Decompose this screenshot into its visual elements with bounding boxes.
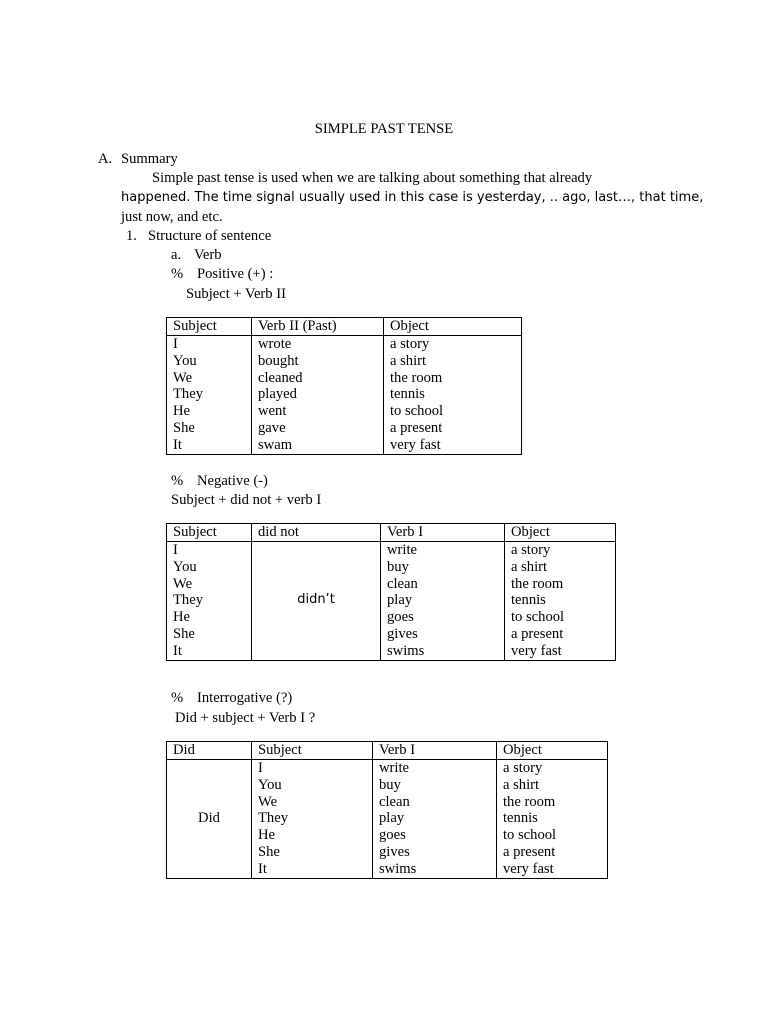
table-cell: cleaned xyxy=(258,369,303,386)
table-cell: He xyxy=(173,403,191,420)
table-cell: gave xyxy=(258,419,286,436)
table-cell: write xyxy=(387,542,417,558)
negative-heading xyxy=(171,474,268,489)
interrogative-table xyxy=(166,741,608,879)
table-cell: a story xyxy=(390,336,430,352)
table-cell: write xyxy=(379,760,409,776)
table-cell: bought xyxy=(258,352,299,369)
table-cell: swims xyxy=(379,860,417,877)
table-cell: wrote xyxy=(258,336,292,352)
paragraph-line-1: Simple past tense is used when we are talking about something that already xyxy=(152,170,593,186)
table-cell: swims xyxy=(387,642,425,659)
table-header: Subject xyxy=(167,318,252,336)
table-header: Object xyxy=(384,318,522,336)
table-cell: I xyxy=(173,336,178,352)
did-merged-cell: Did xyxy=(167,760,252,879)
table-cell: It xyxy=(173,436,182,453)
negative-label: Negative (-) xyxy=(197,473,268,489)
table-cell: It xyxy=(173,642,182,659)
table-cell: a present xyxy=(511,625,564,642)
table-header: Did xyxy=(167,742,252,760)
structure-heading: Structure of sentence xyxy=(148,228,272,244)
table-cell: clean xyxy=(379,793,410,810)
table-cell: tennis xyxy=(390,386,425,403)
table-cell: went xyxy=(258,403,287,420)
table-header: Object xyxy=(497,742,608,760)
negative-formula: Subject + did not + verb I xyxy=(171,492,322,508)
table-cell: very fast xyxy=(511,642,562,659)
table-cell: He xyxy=(173,609,191,626)
verb-column xyxy=(381,542,505,661)
table-cell: a shirt xyxy=(511,558,548,575)
table-cell: We xyxy=(258,793,278,810)
table-cell: play xyxy=(379,810,405,827)
table-cell: tennis xyxy=(503,810,538,827)
bullet-symbol: % xyxy=(171,266,184,282)
bullet-symbol: % xyxy=(171,690,184,706)
table-cell: She xyxy=(173,419,195,436)
table-cell: to school xyxy=(511,609,565,626)
table-cell: He xyxy=(258,827,276,844)
table-header: Subject xyxy=(252,742,373,760)
table-body-row xyxy=(167,336,522,455)
table-cell: a story xyxy=(511,542,551,558)
object-column xyxy=(497,760,608,879)
table-cell: gives xyxy=(379,843,410,860)
positive-formula: Subject + Verb II xyxy=(186,286,286,302)
interrogative-label: Interrogative (?) xyxy=(197,690,293,706)
subject-column xyxy=(167,336,252,455)
positive-label: Positive (+) : xyxy=(197,266,274,282)
table-cell: swam xyxy=(258,436,293,453)
table-cell: We xyxy=(173,575,193,592)
positive-heading xyxy=(171,267,273,282)
table-cell: goes xyxy=(379,827,406,844)
object-column xyxy=(505,542,616,661)
bullet-symbol: % xyxy=(171,473,184,489)
subject-column xyxy=(252,760,373,879)
table-header-row xyxy=(167,742,608,760)
table-header: Subject xyxy=(167,524,252,542)
table-header-row xyxy=(167,524,616,542)
table-cell: tennis xyxy=(511,592,546,609)
table-cell: very fast xyxy=(503,860,554,877)
table-header: Verb I xyxy=(373,742,497,760)
table-cell: a shirt xyxy=(390,352,427,369)
verb-column xyxy=(252,336,384,455)
verb-letter: a. xyxy=(171,247,182,263)
table-body-row xyxy=(167,760,608,879)
table-cell: We xyxy=(173,369,193,386)
table-cell: to school xyxy=(390,403,444,420)
object-column xyxy=(384,336,522,455)
page-title: SIMPLE PAST TENSE xyxy=(314,121,454,137)
table-cell: buy xyxy=(379,776,401,793)
table-header: did not xyxy=(252,524,381,542)
table-cell: She xyxy=(173,625,195,642)
table-cell: I xyxy=(173,542,178,558)
table-cell: play xyxy=(387,592,413,609)
table-cell: You xyxy=(258,776,282,793)
table-header-row xyxy=(167,318,522,336)
table-body-row xyxy=(167,542,616,661)
table-cell: a story xyxy=(503,760,543,776)
table-cell: buy xyxy=(387,558,409,575)
table-cell: You xyxy=(173,558,197,575)
table-cell: It xyxy=(258,860,267,877)
didnt-merged-cell: didn’t xyxy=(252,542,381,661)
subject-column xyxy=(167,542,252,661)
negative-table xyxy=(166,523,616,661)
table-cell: the room xyxy=(390,369,443,386)
structure-number: 1. xyxy=(126,228,137,244)
table-cell: goes xyxy=(387,609,414,626)
paragraph-line-2: happened. The time signal usually used in this case is yesterday, .. ago, last…, that time, xyxy=(121,190,704,205)
table-cell: very fast xyxy=(390,436,441,453)
positive-table xyxy=(166,317,522,455)
table-cell: She xyxy=(258,843,280,860)
table-header: Object xyxy=(505,524,616,542)
table-cell: I xyxy=(258,760,263,776)
table-header: Verb II (Past) xyxy=(252,318,384,336)
table-cell: to school xyxy=(503,827,557,844)
verb-label: Verb xyxy=(194,247,222,263)
table-header: Verb I xyxy=(381,524,505,542)
section-label: A. xyxy=(98,151,113,167)
table-cell: the room xyxy=(503,793,556,810)
table-cell: gives xyxy=(387,625,418,642)
verb-column xyxy=(373,760,497,879)
table-cell: They xyxy=(173,386,203,403)
table-cell: a shirt xyxy=(503,776,540,793)
table-cell: They xyxy=(258,810,288,827)
interrogative-heading xyxy=(171,691,292,706)
table-cell: played xyxy=(258,386,297,403)
section-heading: Summary xyxy=(121,151,178,167)
table-cell: You xyxy=(173,352,197,369)
table-cell: a present xyxy=(390,419,443,436)
table-cell: They xyxy=(173,592,203,609)
interrogative-formula: Did + subject + Verb I ? xyxy=(175,710,316,726)
table-cell: the room xyxy=(511,575,564,592)
paragraph-line-3: just now, and etc. xyxy=(121,209,223,225)
table-cell: clean xyxy=(387,575,418,592)
table-cell: a present xyxy=(503,843,556,860)
